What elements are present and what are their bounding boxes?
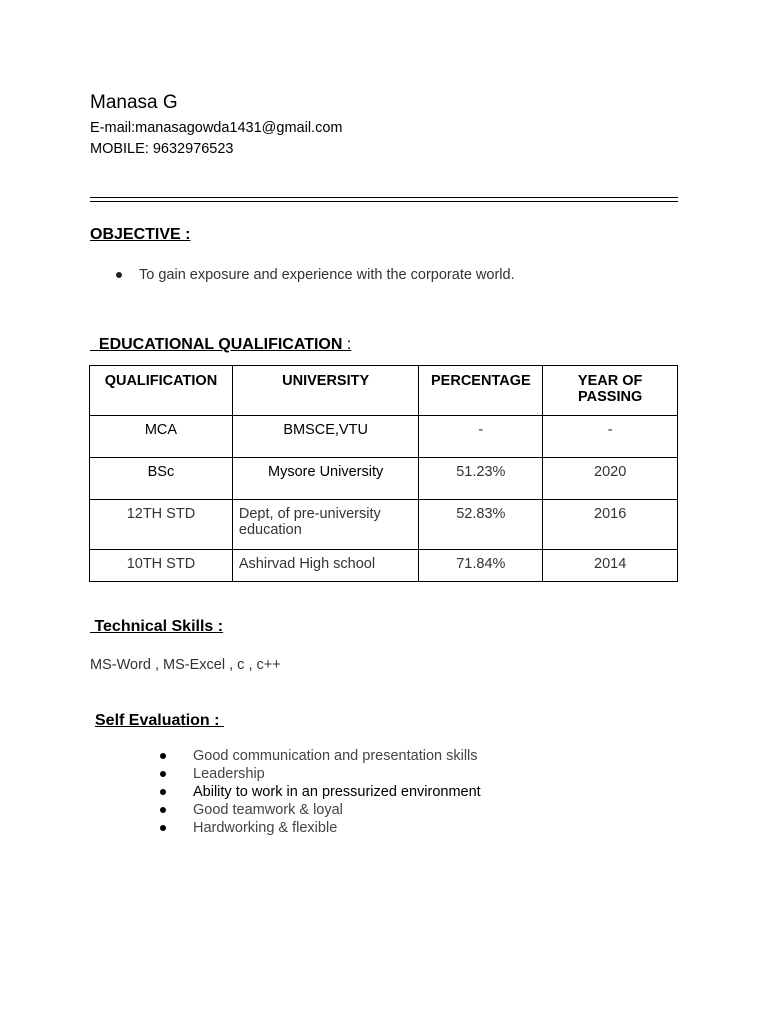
table-row [90, 550, 678, 582]
table-cell: BMSCE,VTU [232, 416, 418, 458]
education-heading: EDUCATIONAL QUALIFICATION [98, 336, 347, 353]
list-item [160, 765, 481, 783]
objective-heading: OBJECTIVE : [90, 226, 191, 243]
bullet-icon [160, 753, 166, 759]
column-header: QUALIFICATION [90, 366, 233, 416]
objective-text: To gain exposure and experience with the corporate world. [139, 267, 515, 283]
objective-item [116, 267, 515, 283]
table-row [90, 458, 678, 500]
double-rule-top [90, 197, 678, 198]
table-row [90, 416, 678, 458]
double-rule-bottom [90, 201, 678, 202]
table-cell: 2016 [543, 500, 678, 550]
column-header: YEAR OF PASSING [543, 366, 678, 416]
list-item [160, 783, 481, 801]
education-table [89, 365, 678, 582]
list-item [160, 747, 481, 765]
mobile-line: MOBILE: 9632976523 [90, 141, 234, 157]
email-line: E-mail:manasagowda1431@gmail.com [90, 120, 343, 136]
list-item [160, 819, 481, 837]
list-item-text: Good communication and presentation skills [193, 748, 478, 764]
self-evaluation-list [160, 747, 481, 837]
name-heading: Manasa G [90, 92, 178, 113]
table-row [90, 500, 678, 550]
bullet-icon [160, 825, 166, 831]
bullet-icon [160, 789, 166, 795]
table-cell: - [543, 416, 678, 458]
bullet-icon [160, 807, 166, 813]
technical-skills-text: MS-Word , MS-Excel , c , c++ [90, 657, 281, 673]
table-cell: 10TH STD [90, 550, 233, 582]
table-header-row [90, 366, 678, 416]
bullet-icon [160, 771, 166, 777]
list-item-text: Good teamwork & loyal [193, 802, 343, 818]
table-cell: 52.83% [419, 500, 543, 550]
table-cell: 12TH STD [90, 500, 233, 550]
list-item-text: Hardworking & flexible [193, 820, 338, 836]
education-heading-wrap [90, 318, 351, 354]
table-cell: Mysore University [232, 458, 418, 500]
column-header: PERCENTAGE [419, 366, 543, 416]
table-cell: Dept, of pre-university education [232, 500, 418, 550]
table-cell: 71.84% [419, 550, 543, 582]
table-cell: 2020 [543, 458, 678, 500]
education-heading-colon: : [346, 336, 352, 353]
list-item-text: Ability to work in an pressurized environment [193, 784, 481, 800]
table-cell: 51.23% [419, 458, 543, 500]
table-cell: BSc [90, 458, 233, 500]
table-cell: Ashirvad High school [232, 550, 418, 582]
self-evaluation-heading: Self Evaluation : [95, 712, 224, 729]
bullet-icon [116, 272, 122, 278]
table-cell: 2014 [543, 550, 678, 582]
column-header: UNIVERSITY [232, 366, 418, 416]
table-cell: - [419, 416, 543, 458]
table-cell: MCA [90, 416, 233, 458]
technical-skills-heading: Technical Skills : [90, 618, 224, 635]
list-item-text: Leadership [193, 766, 265, 782]
list-item [160, 801, 481, 819]
